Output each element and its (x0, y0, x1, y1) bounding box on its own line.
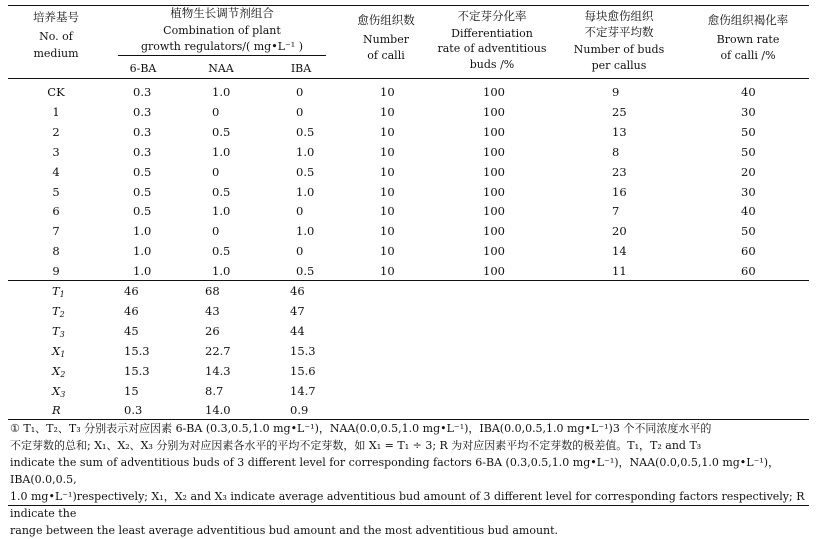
stat-6ba: 45 (124, 323, 139, 338)
stat-iba: 14.7 (290, 383, 316, 398)
cell-brown: 50 (741, 224, 756, 239)
cell-calli: 10 (380, 244, 395, 259)
footnote-line: ① T₁、T₂、T₃ 分别表示对应因素 6-BA (0.3,0.5,1.0 mg•L⁻¹)，NAA(0.0,0.5,1.0 mg•L⁻¹)，IBA(0.0,0.5,1.0 mg•L⁻¹)3 个不同浓度水平的 (10, 422, 712, 435)
stat-symbol (52, 403, 61, 421)
stat-iba: 44 (290, 323, 305, 338)
stat-symbol-letter: T (52, 323, 60, 338)
cell-buds: 11 (612, 264, 627, 279)
stat-naa: 68 (205, 284, 220, 298)
cell-6ba: 1.0 (133, 244, 152, 259)
stat-symbol-letter: R (52, 403, 61, 418)
cell-buds: 9 (612, 85, 620, 99)
cell-brown: 40 (741, 204, 756, 219)
stat-6ba: 15.3 (124, 363, 150, 378)
header-buds-en2: per callus (591, 59, 647, 72)
cell-naa: 1.0 (212, 144, 231, 159)
cell-diff: 100 (483, 264, 505, 279)
cell-iba: 0 (296, 244, 304, 259)
cell-diff: 100 (483, 124, 505, 139)
cell-iba: 1.0 (296, 224, 315, 239)
header-calli-en1: Number (363, 33, 409, 46)
combo-underline (118, 55, 326, 56)
stat-symbol (52, 364, 65, 382)
cell-calli: 10 (380, 85, 395, 99)
stat-symbol-letter: X (52, 383, 61, 398)
cell-brown: 40 (741, 85, 756, 99)
cell-diff: 100 (483, 184, 505, 199)
stat-symbol-subscript: 2 (60, 369, 66, 379)
footnote-line: indicate the sum of adventitious buds of 3 different level for corresponding factors 6-BA (0.3,0.5,1.0 mg•L⁻¹)，NAA(0.0,0.5,1.0 mg•L⁻¹)，IBA(0.0,0.5, (10, 456, 780, 486)
stat-symbol-letter: T (52, 284, 60, 298)
cell-buds: 7 (612, 204, 620, 219)
stat-iba: 47 (290, 303, 305, 318)
cell-iba: 1.0 (296, 184, 315, 199)
cell-diff: 100 (483, 144, 505, 159)
stat-6ba: 46 (124, 303, 139, 318)
cell-diff: 100 (483, 104, 505, 119)
header-medium-cn: 培养基号 (33, 10, 79, 24)
cell-diff: 100 (483, 164, 505, 179)
header-calli-en2: of calli (367, 49, 405, 62)
footnote-line: 1.0 mg•L⁻¹)respectively; X₁，X₂ and X₃ indicate average adventitious bud amount of 3 different level for corresponding factors respectively; R indicate the (10, 490, 805, 520)
stat-naa: 26 (205, 323, 220, 338)
cell-naa: 1.0 (212, 264, 231, 279)
header-brown-en2: of calli /% (720, 49, 776, 62)
cell-brown: 60 (741, 244, 756, 259)
stat-naa: 8.7 (205, 383, 224, 398)
cell-iba: 0 (296, 85, 304, 99)
stat-6ba: 15 (124, 383, 139, 398)
header-rule (8, 78, 809, 79)
cell-buds: 25 (612, 104, 627, 119)
cell-diff: 100 (483, 244, 505, 259)
cell-brown: 20 (741, 164, 756, 179)
cell-naa: 0 (212, 164, 220, 179)
cell-naa: 0 (212, 224, 220, 239)
cell-calli: 10 (380, 204, 395, 219)
stat-symbol (52, 384, 65, 402)
stat-iba: 15.6 (290, 363, 316, 378)
stat-iba: 46 (290, 284, 305, 298)
cell-6ba: 1.0 (133, 264, 152, 279)
stat-6ba: 0.3 (124, 403, 143, 418)
cell-buds: 16 (612, 184, 627, 199)
cell-6ba: 0.3 (133, 124, 152, 139)
cell-iba: 0.5 (296, 164, 315, 179)
cell-medium: 9 (52, 264, 60, 279)
cell-buds: 13 (612, 124, 627, 139)
stat-6ba: 15.3 (124, 343, 150, 358)
stat-symbol (52, 304, 65, 322)
stat-symbol-subscript: 2 (59, 309, 65, 319)
cell-buds: 20 (612, 224, 627, 239)
cell-medium: 7 (52, 224, 60, 239)
cell-6ba: 0.5 (133, 184, 152, 199)
cell-diff: 100 (483, 224, 505, 239)
cell-iba: 0.5 (296, 264, 315, 279)
header-medium-en1: No. of (39, 30, 73, 43)
cell-medium: 2 (52, 124, 60, 139)
header-combo-cn: 植物生长调节剂组合 (170, 6, 274, 20)
cell-calli: 10 (380, 224, 395, 239)
header-diff-cn: 不定芽分化率 (457, 9, 527, 23)
cell-calli: 10 (380, 264, 395, 279)
subheader-naa: NAA (208, 62, 234, 75)
cell-naa: 1.0 (212, 204, 231, 219)
stat-symbol-letter: X (52, 363, 61, 378)
cell-naa: 0.5 (212, 184, 231, 199)
cell-6ba: 0.5 (133, 164, 152, 179)
stat-symbol-subscript: 3 (59, 329, 65, 339)
cell-calli: 10 (380, 164, 395, 179)
header-buds-en1: Number of buds (573, 43, 665, 56)
footnote-line: 不定芽数的总和; X₁、X₂、X₃ 分别为对应因素各水平的平均不定芽数，如 X₁ = T₁ ÷ 3; R 为对应因素平均不定芽数的极差值。T₁，T₂ and T₃ (10, 439, 702, 452)
footnote-line: range between the least average adventitious bud amount and the most adventitious bud amount. (10, 524, 559, 537)
cell-calli: 10 (380, 184, 395, 199)
cell-6ba: 0.3 (133, 144, 152, 159)
header-combo-en1: Combination of plant (163, 24, 281, 37)
cell-6ba: 1.0 (133, 224, 152, 239)
cell-6ba: 0.5 (133, 204, 152, 219)
stats-rule (8, 280, 809, 281)
stat-symbol-subscript: 3 (60, 389, 66, 399)
header-buds-cn2: 不定芽平均数 (584, 25, 654, 39)
cell-iba: 0.5 (296, 124, 315, 139)
stat-iba: 0.9 (290, 403, 309, 418)
cell-6ba: 0.3 (133, 85, 152, 99)
stat-naa: 14.3 (205, 363, 231, 378)
stat-naa: 22.7 (205, 343, 231, 358)
cell-medium: 6 (52, 204, 60, 219)
header-diff-en1: Differentiation (451, 27, 533, 40)
cell-calli: 10 (380, 104, 395, 119)
cell-brown: 30 (741, 184, 756, 199)
header-buds-cn1: 每块愈伤组织 (584, 9, 654, 23)
cell-6ba: 0.3 (133, 104, 152, 119)
cell-naa: 0.5 (212, 124, 231, 139)
cell-diff: 100 (483, 204, 505, 219)
cell-brown: 50 (741, 144, 756, 159)
stat-symbol-letter: T (52, 303, 60, 318)
cell-naa: 0 (212, 104, 220, 119)
stat-symbol-subscript: 1 (59, 290, 65, 299)
header-calli-cn: 愈伤组织数 (357, 13, 415, 27)
header-diff-en2: rate of adventitious (437, 42, 547, 55)
header-medium-en2: medium (33, 47, 79, 60)
header-diff-en3: buds /% (469, 58, 515, 71)
cell-buds: 23 (612, 164, 627, 179)
stat-symbol (52, 324, 65, 342)
cell-brown: 30 (741, 104, 756, 119)
stat-symbol (52, 344, 65, 362)
cell-brown: 60 (741, 264, 756, 279)
stat-naa: 14.0 (205, 403, 231, 418)
cell-medium: 4 (52, 164, 60, 179)
stat-6ba: 46 (124, 284, 139, 298)
header-brown-cn: 愈伤组织褐化率 (707, 13, 789, 27)
cell-diff: 100 (483, 85, 505, 99)
cell-buds: 14 (612, 244, 627, 259)
subheader-6ba: 6-BA (129, 62, 157, 75)
cell-medium: CK (47, 85, 65, 99)
header-combo-en2: growth regulators/( mg•L⁻¹ ) (140, 40, 304, 53)
top-rule (8, 5, 809, 6)
stat-symbol-subscript: 1 (60, 349, 66, 359)
cell-naa: 1.0 (212, 85, 231, 99)
table-footnote (10, 420, 810, 539)
cell-brown: 50 (741, 124, 756, 139)
cell-calli: 10 (380, 124, 395, 139)
cell-medium: 3 (52, 144, 60, 159)
cell-iba: 0 (296, 204, 304, 219)
cell-medium: 1 (52, 104, 60, 119)
stat-naa: 43 (205, 303, 220, 318)
cell-calli: 10 (380, 144, 395, 159)
stat-symbol-letter: X (52, 343, 61, 358)
header-brown-en1: Brown rate (716, 33, 780, 46)
stat-symbol (52, 284, 65, 302)
stat-iba: 15.3 (290, 343, 316, 358)
cell-iba: 1.0 (296, 144, 315, 159)
cell-iba: 0 (296, 104, 304, 119)
cell-medium: 5 (52, 184, 60, 199)
cell-buds: 8 (612, 144, 620, 159)
cell-naa: 0.5 (212, 244, 231, 259)
subheader-iba: IBA (290, 62, 312, 75)
cell-medium: 8 (52, 244, 60, 259)
